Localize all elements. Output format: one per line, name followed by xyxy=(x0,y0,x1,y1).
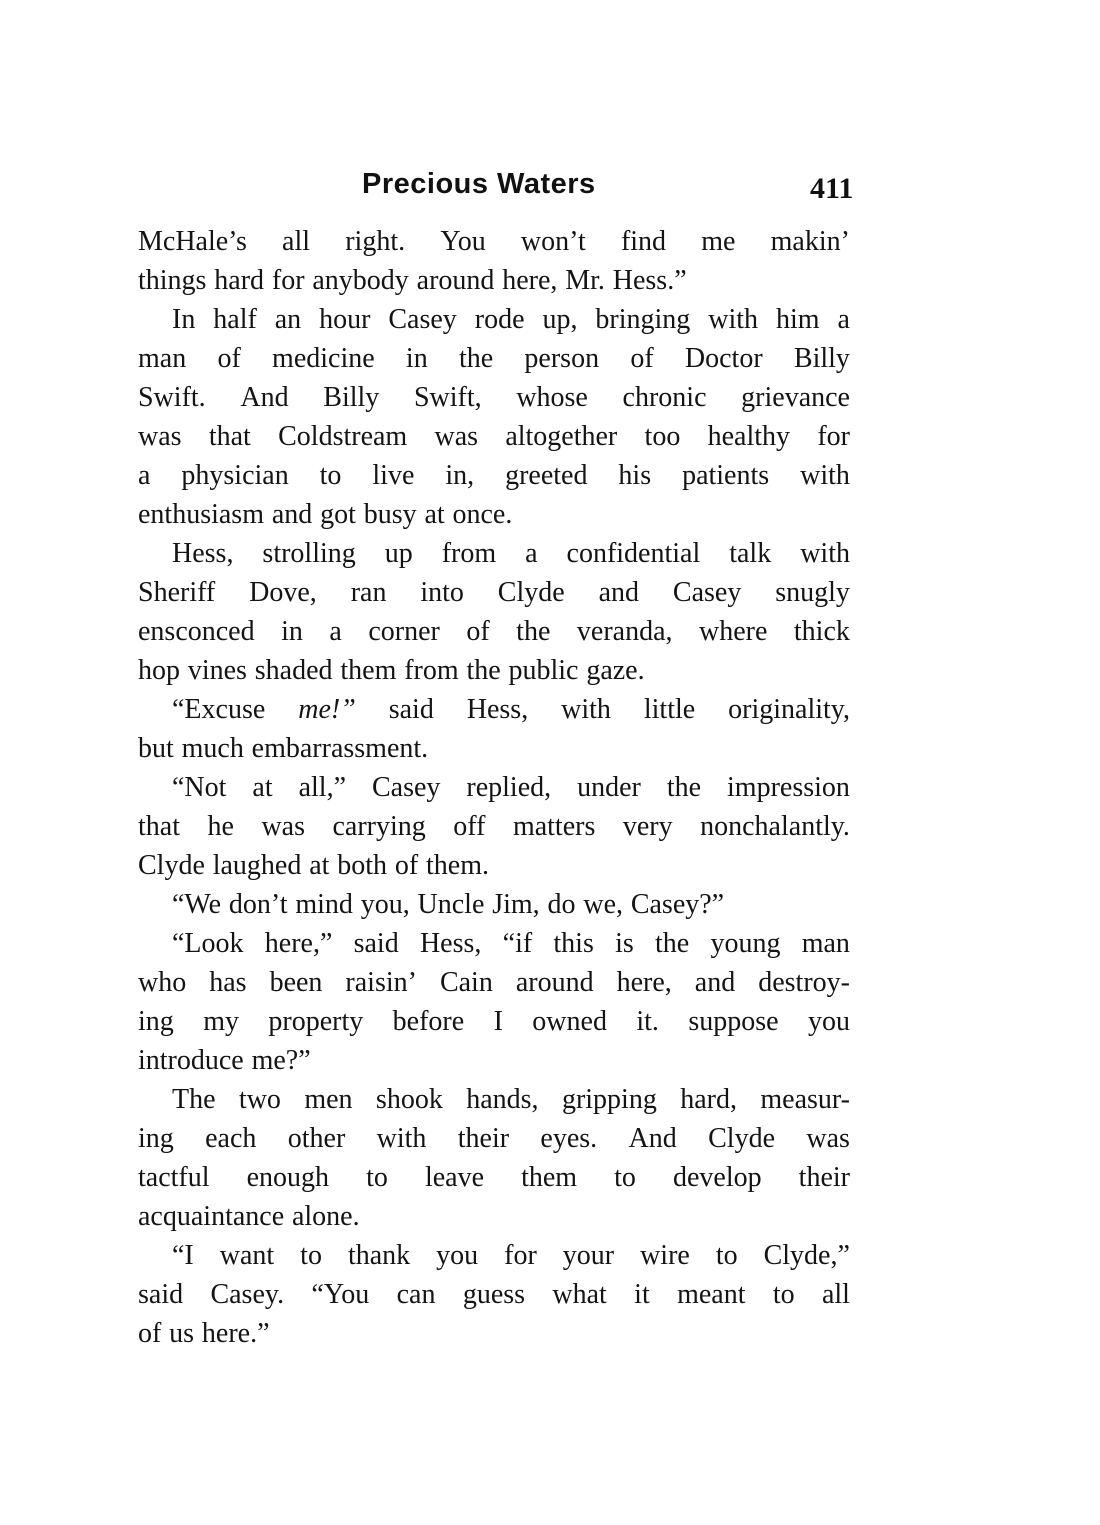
word: you xyxy=(436,1240,479,1271)
word: two xyxy=(238,1084,281,1115)
text-line xyxy=(138,456,850,495)
word: a xyxy=(525,538,538,569)
word: my xyxy=(203,1006,239,1037)
word: and xyxy=(694,967,736,998)
word: this xyxy=(553,928,594,959)
running-head-title: Precious Waters xyxy=(362,168,596,200)
word: hands, xyxy=(466,1084,539,1115)
word: vines xyxy=(187,655,247,686)
word: “We xyxy=(172,889,222,920)
word: of xyxy=(217,343,241,374)
word: can xyxy=(396,1279,436,1310)
word: Swift, xyxy=(413,382,482,413)
word: shook xyxy=(375,1084,443,1115)
word: what xyxy=(552,1279,607,1310)
word: Mr. xyxy=(565,265,605,296)
word: in xyxy=(405,343,428,374)
word: me!” xyxy=(298,694,356,725)
word: for xyxy=(817,421,850,452)
word: shaded xyxy=(254,655,333,686)
word: us xyxy=(169,1318,195,1349)
word: gaze. xyxy=(586,655,645,686)
word: all xyxy=(282,226,311,257)
word: things xyxy=(138,265,207,296)
word: busy xyxy=(363,499,417,530)
word: under xyxy=(577,772,641,803)
text-line xyxy=(138,885,850,924)
word: was xyxy=(261,811,305,842)
word: Clyde xyxy=(497,577,565,608)
word: once. xyxy=(452,499,513,530)
word: little xyxy=(643,694,696,725)
word: all xyxy=(821,1279,850,1310)
word: it xyxy=(634,1279,650,1310)
word: their xyxy=(798,1162,850,1193)
text-line xyxy=(138,690,850,729)
word: won’t xyxy=(520,226,586,257)
word: the xyxy=(666,772,702,803)
word: of xyxy=(138,1318,162,1349)
word: and xyxy=(271,499,313,530)
word: with xyxy=(708,304,758,335)
word: “You xyxy=(311,1279,370,1310)
word: “I xyxy=(172,1240,194,1271)
word: each xyxy=(205,1123,257,1154)
word: And xyxy=(240,382,289,413)
word: medicine xyxy=(272,343,375,374)
word: laughed xyxy=(212,850,302,881)
word: for xyxy=(504,1240,537,1271)
word: has xyxy=(209,967,247,998)
word: Coldstream xyxy=(278,421,408,452)
word: replied, xyxy=(466,772,552,803)
text-line xyxy=(138,1197,850,1236)
word: bringing xyxy=(595,304,691,335)
word: man xyxy=(138,343,187,374)
word: up xyxy=(384,538,413,569)
word: Swift. xyxy=(138,382,206,413)
word: to xyxy=(300,1240,322,1271)
word: I xyxy=(493,1006,503,1037)
word: impression xyxy=(727,772,850,803)
word: thank xyxy=(347,1240,411,1271)
word: to xyxy=(366,1162,388,1193)
word: young xyxy=(710,928,781,959)
word: into xyxy=(420,577,464,608)
word: a xyxy=(138,460,151,491)
text-line xyxy=(138,300,850,339)
word: here,” xyxy=(264,928,333,959)
word: him xyxy=(775,304,820,335)
text-line xyxy=(138,729,850,768)
text-line xyxy=(138,339,850,378)
word: the xyxy=(458,343,494,374)
word: was xyxy=(138,421,182,452)
text-line xyxy=(138,261,850,300)
word: nonchalantly. xyxy=(700,811,850,842)
word: Hess, xyxy=(172,538,234,569)
text-line xyxy=(138,534,850,573)
word: from xyxy=(441,538,497,569)
word: an xyxy=(274,304,302,335)
word: guess xyxy=(462,1279,526,1310)
word: enthusiasm xyxy=(138,499,264,530)
word: find xyxy=(620,226,667,257)
word: was xyxy=(434,421,479,452)
word: wire xyxy=(640,1240,690,1271)
word: been xyxy=(269,967,323,998)
word: we, xyxy=(583,889,623,920)
word: at xyxy=(252,772,273,803)
word: other xyxy=(287,1123,346,1154)
text-line xyxy=(138,963,850,1002)
word: altogether xyxy=(505,421,618,452)
text-line xyxy=(138,1080,850,1119)
word: grievance xyxy=(741,382,850,413)
word: that xyxy=(138,811,180,842)
word: develop xyxy=(672,1162,762,1193)
word: here, xyxy=(616,967,672,998)
text-line xyxy=(138,495,850,534)
word: hard xyxy=(214,265,265,296)
word: at xyxy=(309,850,330,881)
word: snugly xyxy=(775,577,850,608)
word: at xyxy=(424,499,445,530)
word: men xyxy=(304,1084,353,1115)
word: Cain xyxy=(439,967,493,998)
word: with xyxy=(800,460,850,491)
word: to xyxy=(614,1162,636,1193)
word: in xyxy=(281,616,303,647)
text-line xyxy=(138,573,850,612)
word: Doctor xyxy=(684,343,763,374)
word: a xyxy=(329,616,342,647)
text-line xyxy=(138,1314,850,1353)
word: Hess, xyxy=(419,928,482,959)
text-line xyxy=(138,1158,850,1197)
word: carrying xyxy=(332,811,426,842)
word: here.” xyxy=(201,1318,270,1349)
word: of xyxy=(630,343,654,374)
word: You xyxy=(440,226,486,257)
word: Casey. xyxy=(210,1279,285,1310)
word: all,” xyxy=(298,772,347,803)
word: McHale’s xyxy=(138,226,247,257)
word: whose xyxy=(516,382,588,413)
word: confidential xyxy=(566,538,701,569)
text-line xyxy=(138,807,850,846)
word: originality, xyxy=(728,694,850,725)
word: up, xyxy=(542,304,578,335)
word: healthy xyxy=(707,421,791,452)
text-line xyxy=(138,417,850,456)
word: matters xyxy=(512,811,596,842)
word: Billy xyxy=(793,343,850,374)
word: Uncle xyxy=(417,889,485,920)
text-line xyxy=(138,651,850,690)
word: Hess, xyxy=(466,694,529,725)
word: with xyxy=(376,1123,427,1154)
word: in, xyxy=(445,460,475,491)
word: anybody xyxy=(312,265,409,296)
word: is xyxy=(615,928,634,959)
word: mind xyxy=(295,889,353,920)
word: very xyxy=(622,811,673,842)
word: Clyde xyxy=(708,1123,775,1154)
text-line xyxy=(138,1002,850,1041)
word: Jim, xyxy=(492,889,540,920)
word: embarrassment. xyxy=(251,733,429,764)
word: them. xyxy=(426,850,489,881)
word: the xyxy=(516,616,551,647)
word: property xyxy=(268,1006,364,1037)
word: owned xyxy=(532,1006,607,1037)
word: live xyxy=(372,460,415,491)
word: Casey xyxy=(388,304,457,335)
word: Casey xyxy=(672,577,742,608)
word: Hess.” xyxy=(612,265,687,296)
word: strolling xyxy=(262,538,356,569)
word: “if xyxy=(502,928,533,959)
word: makin’ xyxy=(770,226,850,257)
word: physician xyxy=(181,460,289,491)
word: them xyxy=(521,1162,578,1193)
word: chronic xyxy=(622,382,707,413)
word: the xyxy=(466,655,501,686)
text-line xyxy=(138,924,850,963)
text-line xyxy=(138,1275,850,1314)
word: gripping xyxy=(561,1084,657,1115)
word: before xyxy=(392,1006,465,1037)
word: he xyxy=(207,811,234,842)
word: want xyxy=(219,1240,275,1271)
text-line xyxy=(138,1119,850,1158)
word: Dove, xyxy=(249,577,317,608)
word: suppose xyxy=(688,1006,779,1037)
word: them xyxy=(340,655,397,686)
word: patients xyxy=(682,460,770,491)
word: public xyxy=(508,655,579,686)
word: me?” xyxy=(251,1045,311,1076)
word: half xyxy=(213,304,257,335)
word: measur- xyxy=(760,1084,850,1115)
word: too xyxy=(644,421,681,452)
word: who xyxy=(138,967,187,998)
word: off xyxy=(453,811,486,842)
word: talk xyxy=(729,538,772,569)
word: to xyxy=(715,1240,738,1271)
word: In xyxy=(172,304,196,335)
word: thick xyxy=(793,616,850,647)
page-number: 411 xyxy=(810,172,854,205)
word: said xyxy=(388,694,434,725)
word: don’t xyxy=(228,889,288,920)
word: raisin’ xyxy=(345,967,417,998)
word: both xyxy=(337,850,388,881)
word: from xyxy=(404,655,459,686)
word: hour xyxy=(319,304,371,335)
word: but xyxy=(138,733,174,764)
text-line xyxy=(138,1041,850,1080)
word: here, xyxy=(502,265,558,296)
word: hop xyxy=(138,655,180,686)
text-line xyxy=(138,1236,850,1275)
word: with xyxy=(561,694,611,725)
text-line xyxy=(138,612,850,651)
word: veranda, xyxy=(576,616,673,647)
word: his xyxy=(618,460,652,491)
word: do xyxy=(547,889,576,920)
word: introduce xyxy=(138,1045,244,1076)
word: where xyxy=(699,616,768,647)
word: acquaintance xyxy=(138,1201,285,1232)
word: ensconced xyxy=(138,616,255,647)
word: destroy- xyxy=(758,967,850,998)
text-line xyxy=(138,846,850,885)
word: alone. xyxy=(291,1201,360,1232)
word: Sheriff xyxy=(138,577,216,608)
word: their xyxy=(457,1123,510,1154)
word: ing xyxy=(138,1123,174,1154)
word: greeted xyxy=(505,460,588,491)
word: got xyxy=(320,499,356,530)
word: to xyxy=(772,1279,795,1310)
word: Casey xyxy=(371,772,441,803)
word: me xyxy=(701,226,736,257)
word: And xyxy=(628,1123,677,1154)
text-line xyxy=(138,768,850,807)
word: much xyxy=(181,733,244,764)
word: eyes. xyxy=(540,1123,598,1154)
word: to xyxy=(319,460,342,491)
word: man xyxy=(801,928,850,959)
word: person xyxy=(524,343,600,374)
word: Billy xyxy=(323,382,380,413)
word: around xyxy=(416,265,495,296)
word: you xyxy=(807,1006,850,1037)
text-line xyxy=(138,378,850,417)
word: The xyxy=(172,1084,216,1115)
word: you, xyxy=(360,889,410,920)
word: for xyxy=(271,265,305,296)
word: of xyxy=(394,850,419,881)
word: that xyxy=(208,421,251,452)
word: rode xyxy=(474,304,525,335)
word: “Excuse xyxy=(172,694,266,725)
word: the xyxy=(655,928,690,959)
word: leave xyxy=(424,1162,484,1193)
word: tactful xyxy=(138,1162,210,1193)
word: “Not xyxy=(172,772,227,803)
word: corner xyxy=(368,616,440,647)
word: enough xyxy=(246,1162,330,1193)
word: right. xyxy=(345,226,406,257)
word: ran xyxy=(350,577,387,608)
word: Clyde xyxy=(138,850,205,881)
word: your xyxy=(562,1240,615,1271)
body-text xyxy=(138,222,850,1353)
word: ing xyxy=(138,1006,174,1037)
word: and xyxy=(598,577,640,608)
word: a xyxy=(837,304,850,335)
word: meant xyxy=(677,1279,746,1310)
word: Casey?” xyxy=(630,889,725,920)
word: was xyxy=(806,1123,850,1154)
text-line xyxy=(138,222,850,261)
word: said xyxy=(138,1279,184,1310)
word: of xyxy=(466,616,490,647)
word: Clyde,” xyxy=(763,1240,850,1271)
word: it. xyxy=(636,1006,659,1037)
word: said xyxy=(353,928,399,959)
word: around xyxy=(515,967,594,998)
word: “Look xyxy=(172,928,244,959)
word: hard, xyxy=(680,1084,737,1115)
word: with xyxy=(800,538,850,569)
